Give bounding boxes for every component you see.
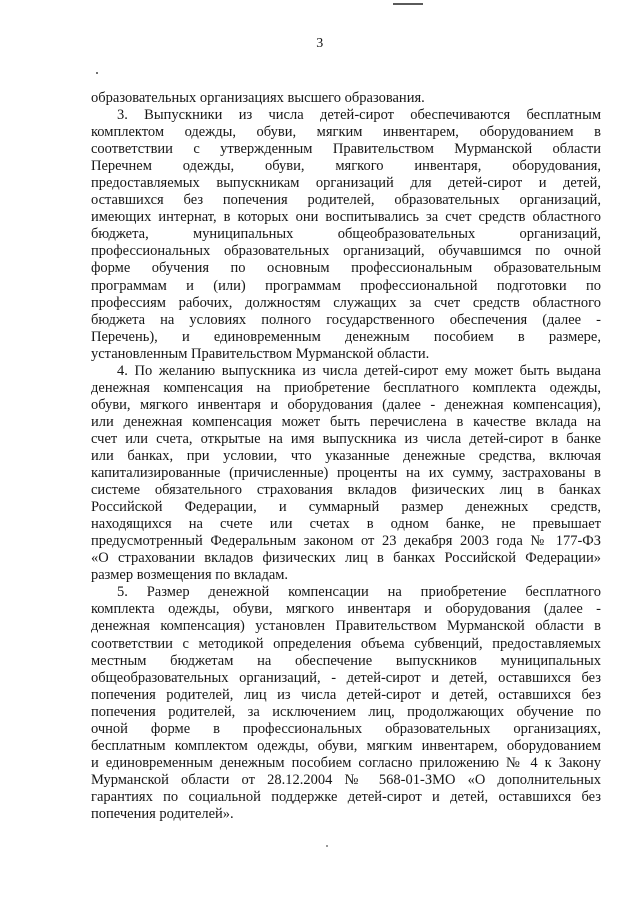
text-line: бюджета на условиях полного государственного обеспечения (далее - (91, 311, 601, 328)
text-line: образовательных организациях высшего образования. (91, 90, 425, 106)
text-line: попечения родителей, лиц из числа детей-сирот и детей, оставшихся без (91, 686, 601, 703)
text-line: профессиям рабочих, должностям служащих за счет средств областного (91, 294, 601, 311)
text-line: местным бюджетам на обеспечение выпускников муниципальных (91, 652, 601, 669)
text-line: размер возмещения по вкладам. (91, 567, 289, 584)
text-line: 5. Размер денежной компенсации на приобретение бесплатного (117, 584, 601, 601)
text-line: имеющих интернат, в которых они воспитывались за счет средств областного (91, 209, 601, 226)
text-line: комплектом одежды, обуви, мягким инвентарем, оборудованием в (91, 124, 601, 141)
text-line: форме обучения по основным профессиональным образовательным (91, 260, 601, 277)
text-line: бесплатным комплектом одежды, обуви, мягким инвентарем, оборудованием (91, 737, 601, 754)
text-line: комплекта одежды, обуви, мягкого инвентаря и оборудования (далее - (91, 601, 601, 618)
text-line: 3. Выпускники из числа детей-сирот обеспечиваются бесплатным (117, 107, 601, 124)
text-line: оставшихся без попечения родителей, образовательных организаций, (91, 192, 601, 209)
text-line: попечения родителей». (91, 805, 234, 822)
text-line: или банках, при условии, что указанные денежные средства, включая (91, 447, 601, 464)
text-line: Перечнем одежды, обуви, мягкого инвентаря, оборудования, (91, 158, 601, 175)
text-line: соответствии с утвержденным Правительством Мурманской области (91, 141, 601, 158)
text-line: бюджета, муниципальных общеобразовательных организаций, (91, 226, 601, 243)
text-line: предусмотренный Федеральным законом от 23 декабря 2003 года № 177-ФЗ (91, 533, 601, 550)
text-line: капитализированные (причисленные) проценты на их сумму, застрахованы в (91, 465, 601, 482)
text-line: или денежная компенсация может быть перечислена в качестве вклада на (91, 413, 601, 430)
text-line: 4. По желанию выпускника из числа детей-сирот ему может быть выдана (117, 362, 601, 379)
text-line: попечения родителей, за исключением лиц, продолжающих обучение по (91, 703, 601, 720)
text-line: «О страховании вкладов физических лиц в банках Российской Федерации» (91, 550, 601, 567)
text-line: программам и (или) программам профессиональной подготовки по (91, 277, 601, 294)
text-line: денежная компенсация) установлен Правительством Мурманской области в (91, 618, 601, 635)
text-line: общеобразовательных организаций, - детей-сирот и детей, оставшихся без (91, 669, 601, 686)
text-line: и единовременным денежным пособием согласно приложению № 4 к Закону (91, 754, 601, 771)
text-line: соответствии с методикой определения объема субвенций, предоставляемых (91, 635, 601, 652)
text-line: Российской Федерации, и суммарный размер денежных средств, (91, 499, 601, 516)
scan-speck (326, 845, 328, 847)
text-line: установленным Правительством Мурманской области. (91, 345, 430, 362)
scan-speck (96, 72, 98, 74)
text-line: обуви, мягкого инвентаря и оборудования (далее - денежная компенсация), (91, 396, 601, 413)
text-line: системе обязательного страхования вкладов физических лиц в банках (91, 482, 601, 499)
text-line: очной форме в профессиональных образовательных организациях, (91, 720, 601, 737)
text-line: гарантиях по социальной поддержке детей-сирот и детей, оставшихся без (91, 788, 601, 805)
text-line: предоставляемых выпускникам организаций для детей-сирот и детей, (91, 175, 601, 192)
text-line: денежная компенсация на приобретение бесплатного комплекта одежды, (91, 379, 601, 396)
text-line: находящихся на счете или счетах в одном банке, не превышает (91, 516, 601, 533)
text-line: Мурманской области от 28.12.2004 № 568-01-ЗМО «О дополнительных (91, 771, 601, 788)
text-line: Перечень), и единовременным денежным пособием в размере, (91, 328, 601, 345)
text-line: счет или счета, открытые на имя выпускника из числа детей-сирот в банке (91, 430, 601, 447)
document-body (91, 90, 601, 823)
page-number: 3 (316, 36, 324, 51)
text-line: профессиональных образовательных организаций, обучавшимся по очной (91, 243, 601, 260)
scan-mark (393, 3, 423, 5)
